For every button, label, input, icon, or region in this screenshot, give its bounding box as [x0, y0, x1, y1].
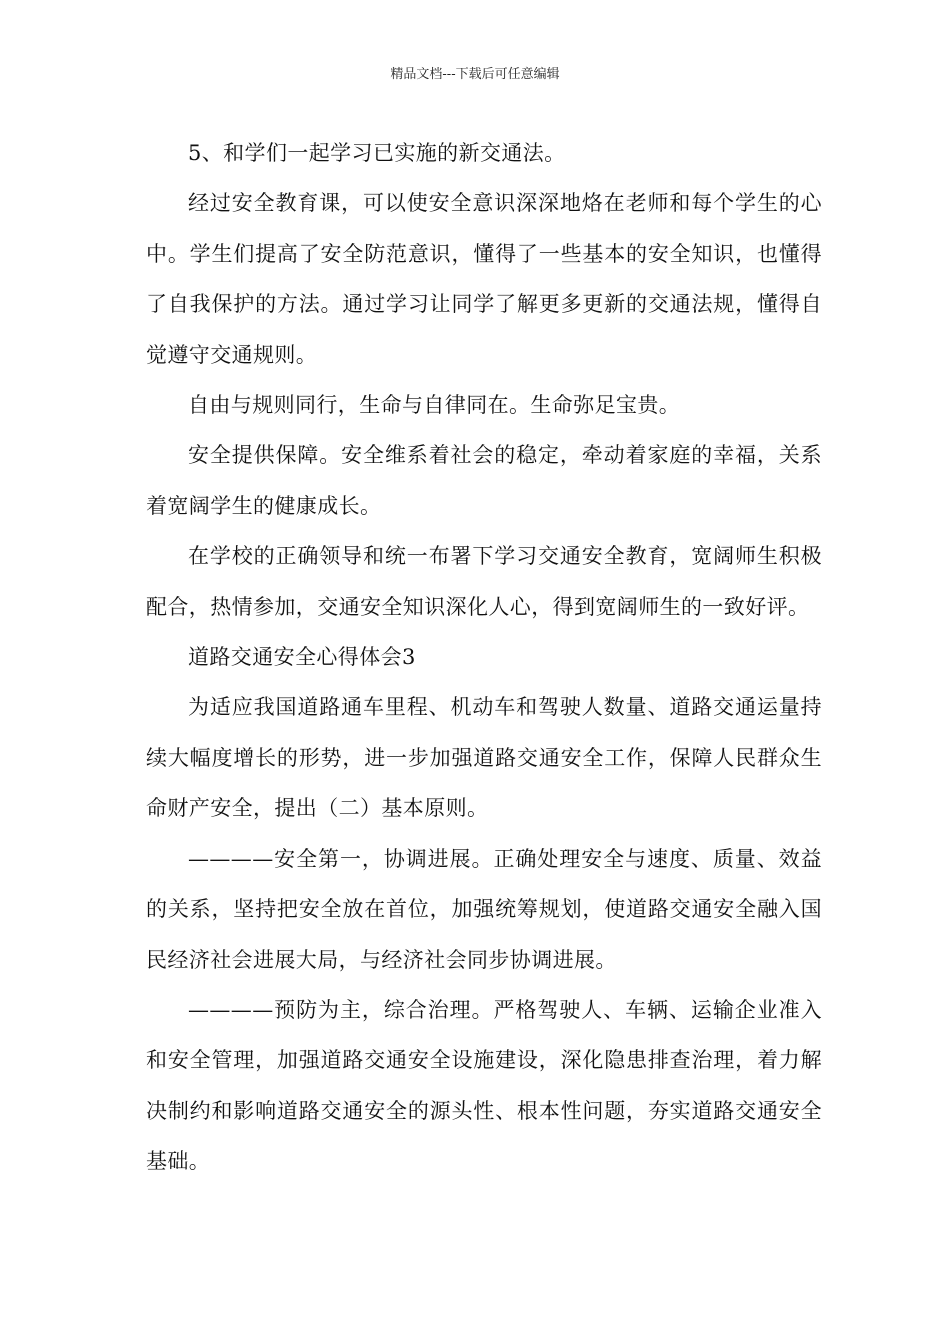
document-body: [146, 128, 822, 1187]
paragraph-school-leadership: 在学校的正确领导和统一布署下学习交通安全教育，宽阔师生积极配合，热情参加，交通安全知识深化人心，得到宽阔师生的一致好评。: [146, 544, 822, 619]
paragraph-item-5: 5、和学们一起学习已实施的新交通法。: [188, 141, 566, 165]
paragraph-prevention-first: ————预防为主，综合治理。严格驾驶人、车辆、运输企业准入和安全管理，加强道路交通安全设施建设，深化隐患排查治理，着力解决制约和影响道路交通安全的源头性、根本性问题，夯实道路交通安全基础。: [146, 997, 822, 1174]
paragraph-safety-guarantee: 安全提供保障。安全维系着社会的稳定，牵动着家庭的幸福，关系着宽阔学生的健康成长。: [146, 443, 822, 518]
paragraph-safety-first: ————安全第一，协调进展。正确处理安全与速度、质量、效益的关系，坚持把安全放在首位，加强统筹规划，使道路交通安全融入国民经济社会进展大局，与经济社会同步协调进展。: [146, 846, 822, 972]
paragraph-safety-education: 经过安全教育课，可以使安全意识深深地烙在老师和每个学生的心中。学生们提高了安全防范意识，懂得了一些基本的安全知识，也懂得了自我保护的方法。通过学习让同学了解更多更新的交通法规，懂得自觉遵守交通规则。: [146, 191, 822, 367]
paragraph-freedom-rules: 自由与规则同行，生命与自律同在。生命弥足宝贵。: [188, 393, 681, 418]
section-heading: 道路交通安全心得体会3: [188, 645, 416, 670]
page-header: 精品文档---下载后可任意编辑: [390, 67, 560, 82]
paragraph-adapt-growth: 为适应我国道路通车里程、机动车和驾驶人数量、道路交通运量持续大幅度增长的形势，进一步加强道路交通安全工作，保障人民群众生命财产安全，提出（二）基本原则。: [146, 695, 822, 821]
